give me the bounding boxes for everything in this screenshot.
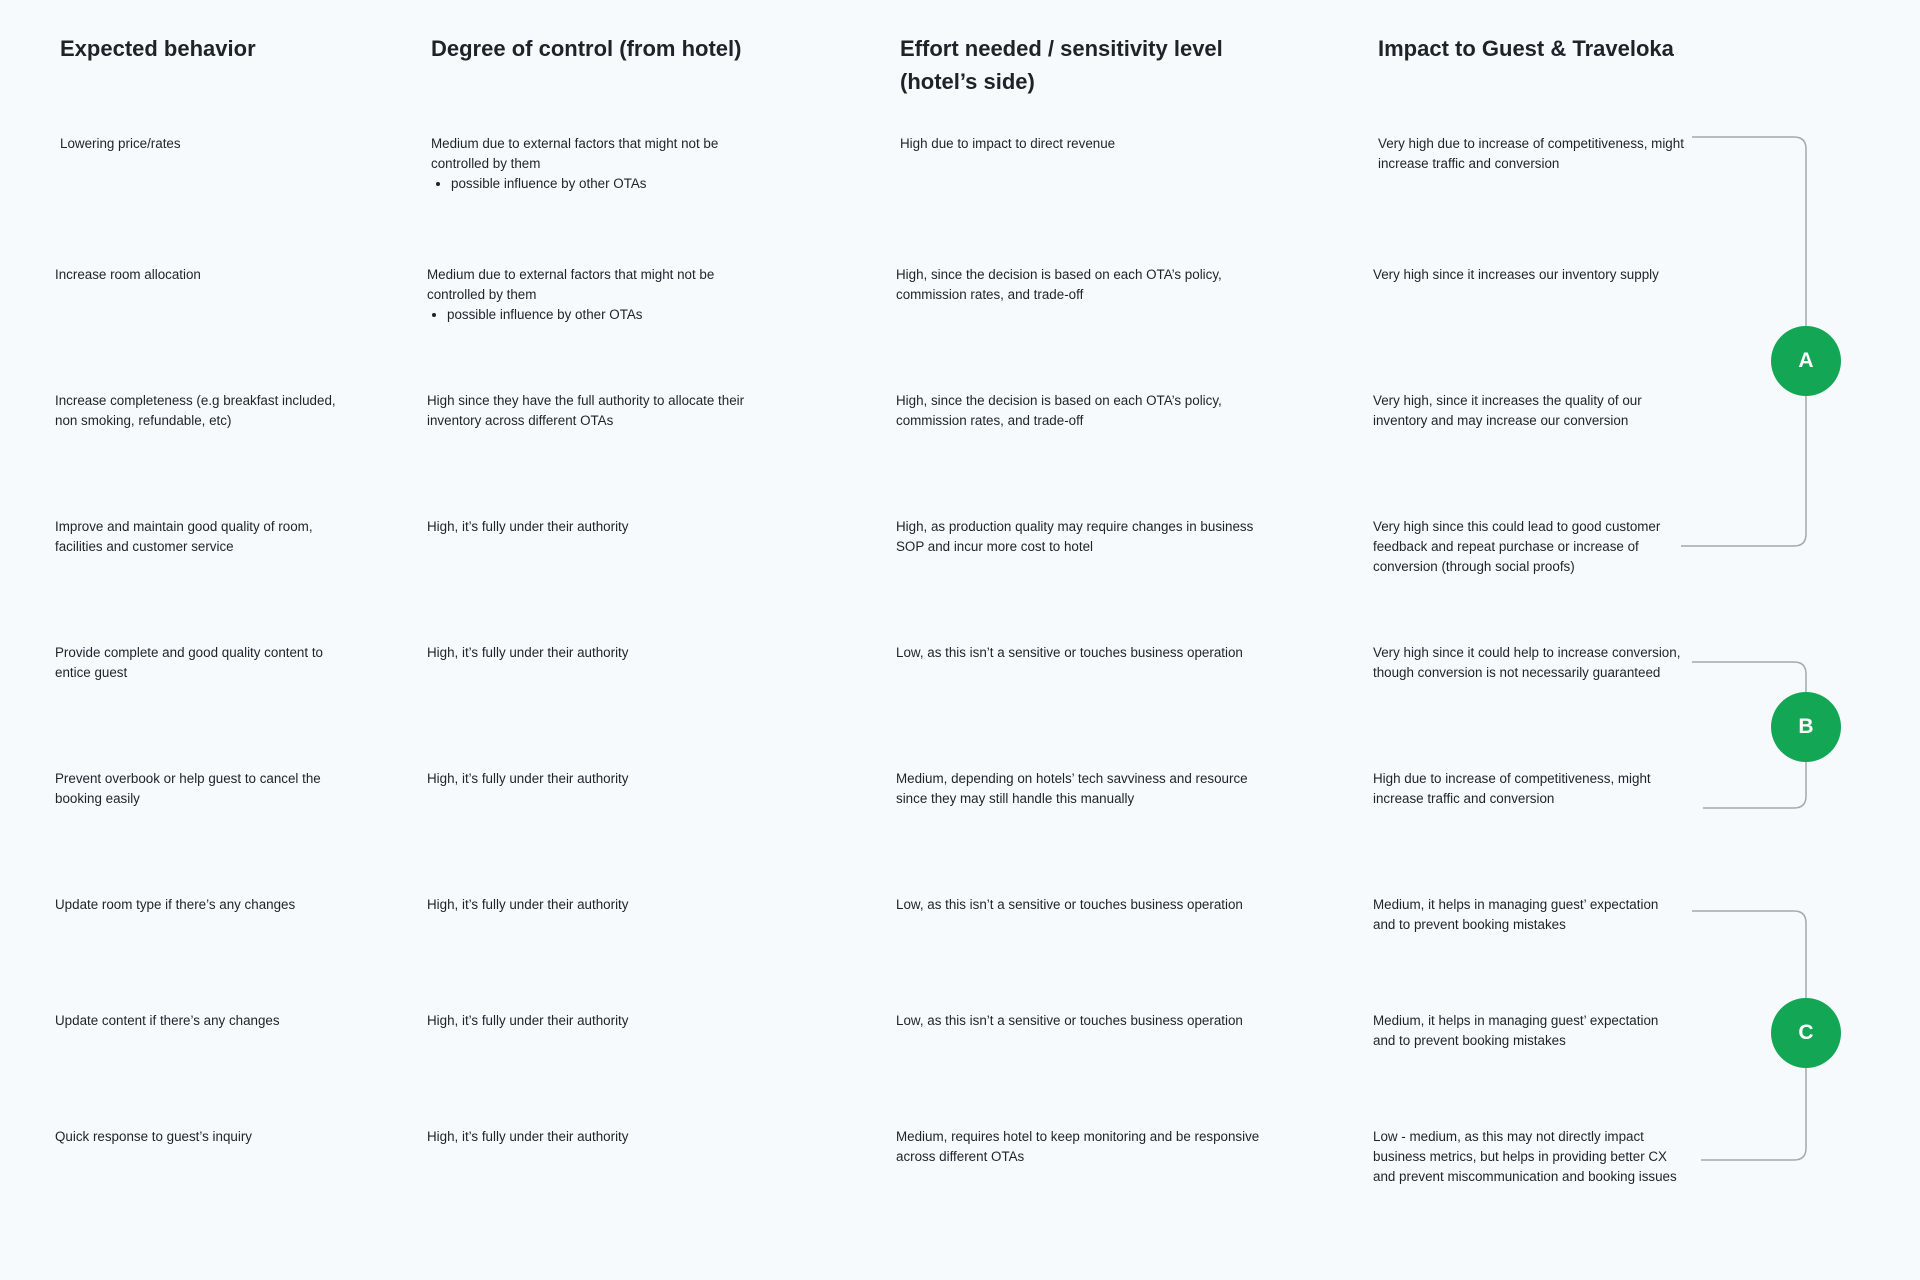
row-5-effort: Low, as this isn’t a sensitive or touches business operation	[896, 645, 1243, 660]
row-1-behavior: Lowering price/rates	[60, 136, 181, 151]
header-effort-needed-line2: (hotel’s side)	[900, 69, 1035, 94]
row-1-control-text: Medium due to external factors that might not be controlled by them	[431, 136, 719, 171]
row-3-behavior: Increase completeness (e.g breakfast included, non smoking, refundable, etc)	[55, 393, 336, 428]
row-5-control: High, it’s fully under their authority	[427, 645, 629, 660]
row-5-impact: Very high since it could help to increase conversion, though conversion is not necessarily guaranteed	[1373, 645, 1681, 680]
row-6-impact: High due to increase of competitiveness, might increase traffic and conversion	[1373, 771, 1651, 806]
row-7-effort: Low, as this isn’t a sensitive or touches business operation	[896, 897, 1243, 912]
row-1-impact: Very high due to increase of competitiveness, might increase traffic and conversion	[1378, 136, 1684, 171]
row-7-control: High, it’s fully under their authority	[427, 897, 629, 912]
group-badge-a: A	[1771, 326, 1841, 396]
row-3-control: High since they have the full authority to allocate their inventory across different OTAs	[427, 393, 745, 428]
row-3-effort: High, since the decision is based on each OTA’s policy, commission rates, and trade-off	[896, 393, 1222, 428]
row-5-behavior: Provide complete and good quality content to entice guest	[55, 645, 323, 680]
group-badge-c: C	[1771, 998, 1841, 1068]
row-7-behavior: Update room type if there’s any changes	[55, 897, 296, 912]
row-4-impact: Very high since this could lead to good customer feedback and repeat purchase or increase of conversion (through social proofs)	[1373, 519, 1661, 574]
row-1-effort: High due to impact to direct revenue	[900, 136, 1116, 151]
row-8-control: High, it’s fully under their authority	[427, 1013, 629, 1028]
row-8-impact: Medium, it helps in managing guest’ expectation and to prevent booking mistakes	[1373, 1013, 1659, 1048]
header-degree-of-control: Degree of control (from hotel)	[431, 36, 742, 61]
row-9-control: High, it’s fully under their authority	[427, 1129, 629, 1144]
row-2-control-text: Medium due to external factors that might not be controlled by them	[427, 267, 715, 302]
row-9-effort: Medium, requires hotel to keep monitoring and be responsive across different OTAs	[896, 1129, 1260, 1164]
row-4-behavior: Improve and maintain good quality of room, facilities and customer service	[55, 519, 313, 554]
row-9-behavior: Quick response to guest’s inquiry	[55, 1129, 252, 1144]
group-badge-b: B	[1771, 692, 1841, 762]
row-6-control: High, it’s fully under their authority	[427, 771, 629, 786]
row-6-behavior: Prevent overbook or help guest to cancel the booking easily	[55, 771, 321, 806]
row-2-behavior: Increase room allocation	[55, 267, 201, 282]
row-4-control: High, it’s fully under their authority	[427, 519, 629, 534]
header-impact: Impact to Guest & Traveloka	[1378, 36, 1674, 61]
row-8-effort: Low, as this isn’t a sensitive or touches business operation	[896, 1013, 1243, 1028]
row-9-impact: Low - medium, as this may not directly impact business metrics, but helps in providing better CX and prevent miscommunication and booking issues	[1373, 1129, 1677, 1184]
row-1-control-bullet: • possible influence by other OTAs	[451, 174, 761, 194]
row-3-impact: Very high, since it increases the quality of our inventory and may increase our conversion	[1373, 393, 1642, 428]
row-2-impact: Very high since it increases our inventory supply	[1373, 267, 1659, 282]
row-2-control-bullet: • possible influence by other OTAs	[447, 305, 757, 325]
row-6-effort: Medium, depending on hotels’ tech savviness and resource since they may still handle this manually	[896, 771, 1248, 806]
row-7-impact: Medium, it helps in managing guest’ expectation and to prevent booking mistakes	[1373, 897, 1659, 932]
row-4-effort: High, as production quality may require changes in business SOP and incur more cost to hotel	[896, 519, 1254, 554]
row-8-behavior: Update content if there’s any changes	[55, 1013, 280, 1028]
row-2-effort: High, since the decision is based on each OTA’s policy, commission rates, and trade-off	[896, 267, 1222, 302]
header-expected-behavior: Expected behavior	[60, 36, 256, 61]
header-effort-needed-line1: Effort needed / sensitivity level	[900, 36, 1223, 61]
